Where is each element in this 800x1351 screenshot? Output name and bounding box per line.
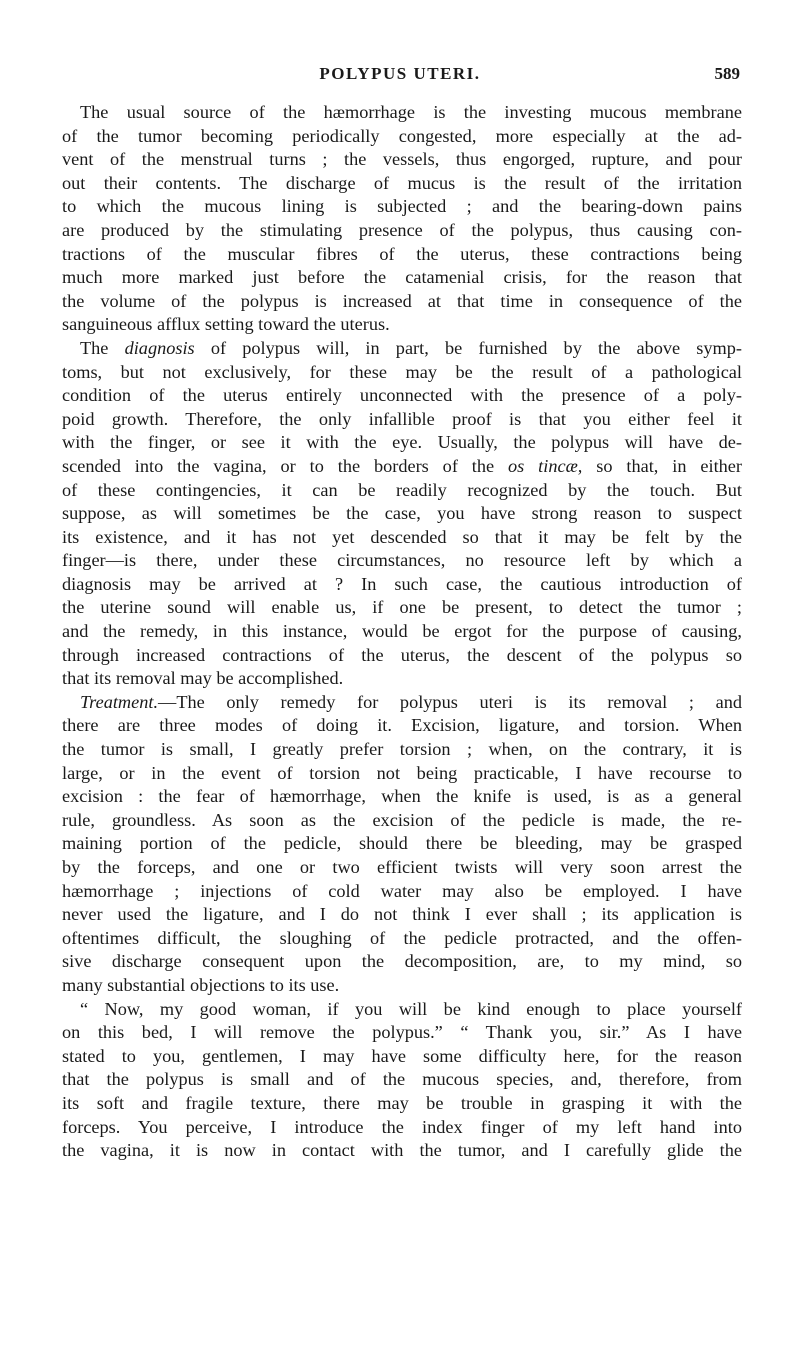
text-line [62, 998, 742, 1022]
text-line [62, 1139, 742, 1163]
text-segment: its soft and fragile texture, there may be trouble in grasping it with the [62, 1092, 742, 1113]
italic-term: diagnosis [124, 337, 195, 358]
text-segment: maining portion of the pedicle, should there be bleeding, may be grasped [62, 833, 742, 854]
text-line [62, 809, 742, 833]
text-line [62, 1045, 742, 1069]
text-line [62, 337, 742, 361]
text-segment: “ Now, my good woman, if you will be kind enough to place yourself [80, 998, 742, 1019]
text-segment: by the forceps, and one or two efficient twists will very soon arrest the [62, 857, 742, 877]
text-line [62, 219, 742, 243]
text-segment: large, or in the event of torsion not being practicable, I have recourse to [62, 762, 742, 783]
text-segment: The [80, 337, 125, 358]
text-line [62, 125, 742, 149]
text-segment: never used the ligature, and I do not think I ever shall ; its application is [62, 904, 742, 925]
text-segment: many substantial objections to its use. [62, 974, 340, 995]
text-segment: to which the mucous lining is subjected ; and the bearing-down pains [62, 196, 742, 217]
text-line [62, 361, 742, 385]
text-segment: hæmorrhage ; injections of cold water may also be employed. I have [62, 880, 742, 901]
text-segment: that its removal may be accomplished. [62, 668, 344, 689]
text-line [62, 502, 742, 526]
text-segment: oftentimes difficult, the sloughing of the pedicle protracted, and the offen- [62, 927, 742, 948]
text-segment: the volume of the polypus is increased at that time in consequence of the [62, 290, 742, 311]
text-segment: —The only remedy for polypus uteri is its removal ; and [158, 691, 742, 712]
text-segment: the uterine sound will enable us, if one be present, to detect the tumor ; [62, 597, 742, 618]
text-line [62, 243, 742, 267]
text-segment: vent of the menstrual turns ; the vessels, thus engorged, rupture, and pour [62, 149, 742, 170]
text-line [62, 1068, 742, 1092]
text-segment: the tumor is small, I greatly prefer torsion ; when, on the contrary, it is [62, 739, 742, 760]
text-line [62, 927, 742, 951]
text-line [62, 596, 742, 620]
text-line [62, 762, 742, 786]
text-line [62, 479, 742, 503]
text-line [62, 620, 742, 644]
text-line [62, 549, 742, 573]
text-line [62, 1021, 742, 1045]
text-line [62, 880, 742, 904]
running-head [60, 64, 740, 88]
text-line [62, 313, 742, 337]
text-segment: of these contingencies, it can be readily recognized by the touch. But [62, 479, 742, 500]
text-segment: stated to you, gentlemen, I may have some difficulty here, for the reason [62, 1045, 742, 1066]
text-segment: tractions of the muscular fibres of the uterus, these contractions being [62, 243, 742, 264]
body-text [62, 101, 742, 1163]
text-segment: scended into the vagina, or to the borders of the [62, 455, 509, 476]
text-segment: much more marked just before the catamenial crisis, for the reason that [62, 267, 742, 288]
text-line [62, 172, 742, 196]
text-segment: of polypus will, in part, be furnished by the above symp- [194, 337, 742, 358]
text-segment: the vagina, it is now in contact with the tumor, and I carefully glide the [62, 1140, 742, 1161]
text-line [62, 408, 742, 432]
text-line [62, 148, 742, 172]
text-line [62, 644, 742, 668]
text-segment: finger—is there, under these circumstances, no resource left by which a [62, 550, 742, 571]
running-title: POLYPUS UTERI. [319, 64, 481, 83]
text-segment: forceps. You perceive, I introduce the index finger of my left hand into [62, 1116, 742, 1137]
text-line [62, 785, 742, 809]
text-line [62, 195, 742, 219]
text-line [62, 974, 742, 998]
text-segment: so that, in either [582, 455, 742, 476]
text-segment: on this bed, I will remove the polypus.” “ Thank you, sir.” As I have [62, 1022, 742, 1043]
text-segment: are produced by the stimulating presence of the polypus, thus causing con- [62, 219, 742, 240]
text-line [62, 903, 742, 927]
italic-term: Treatment. [80, 691, 159, 712]
text-line [62, 1092, 742, 1116]
text-line [62, 1116, 742, 1140]
text-line [62, 691, 742, 715]
text-segment: rule, groundless. As soon as the excision of the pedicle is made, the re- [62, 809, 742, 830]
text-segment: sanguineous afflux setting toward the uterus. [62, 314, 390, 335]
text-segment: its existence, and it has not yet descended so that it may be felt by the [62, 526, 742, 547]
text-line [62, 738, 742, 762]
text-segment: through increased contractions of the uterus, the descent of the polypus so [62, 644, 742, 665]
text-line [62, 573, 742, 597]
text-line [62, 667, 742, 691]
text-segment: sive discharge consequent upon the decomposition, are, to my mind, so [62, 951, 742, 972]
text-segment: there are three modes of doing it. Excision, ligature, and torsion. When [62, 715, 742, 736]
text-segment: The usual source of the hæmorrhage is the investing mucous membrane [80, 102, 742, 122]
text-segment: toms, but not exclusively, for these may be the result of a pathological [62, 361, 742, 382]
text-segment: diagnosis may be arrived at ? In such case, the cautious introduction of [62, 573, 742, 594]
text-line [62, 714, 742, 738]
text-segment: that the polypus is small and of the mucous species, and, therefore, from [62, 1069, 742, 1090]
text-line [62, 431, 742, 455]
text-segment: excision : the fear of hæmorrhage, when the knife is used, is as a general [62, 786, 742, 807]
text-line [62, 101, 742, 125]
text-segment: condition of the uterus entirely unconnected with the presence of a poly- [62, 385, 742, 406]
text-segment: of the tumor becoming periodically congested, more especially at the ad- [62, 125, 742, 146]
text-segment: with the finger, or see it with the eye. Usually, the polypus will have de- [62, 432, 742, 453]
text-line [62, 384, 742, 408]
text-segment: out their contents. The discharge of mucus is the result of the irritation [62, 172, 742, 193]
text-segment: suppose, as will sometimes be the case, you have strong reason to suspect [62, 503, 742, 524]
text-line [62, 832, 742, 856]
page-number: 589 [714, 64, 740, 83]
text-line [62, 526, 742, 550]
text-line [62, 290, 742, 314]
text-line [62, 266, 742, 290]
text-line [62, 856, 742, 880]
text-segment: poid growth. Therefore, the only infallible proof is that you either feel it [62, 408, 742, 429]
text-line [62, 950, 742, 974]
text-line [62, 455, 742, 479]
text-segment: and the remedy, in this instance, would be ergot for the purpose of causing, [62, 621, 742, 642]
italic-term: os tincæ, [508, 455, 583, 476]
